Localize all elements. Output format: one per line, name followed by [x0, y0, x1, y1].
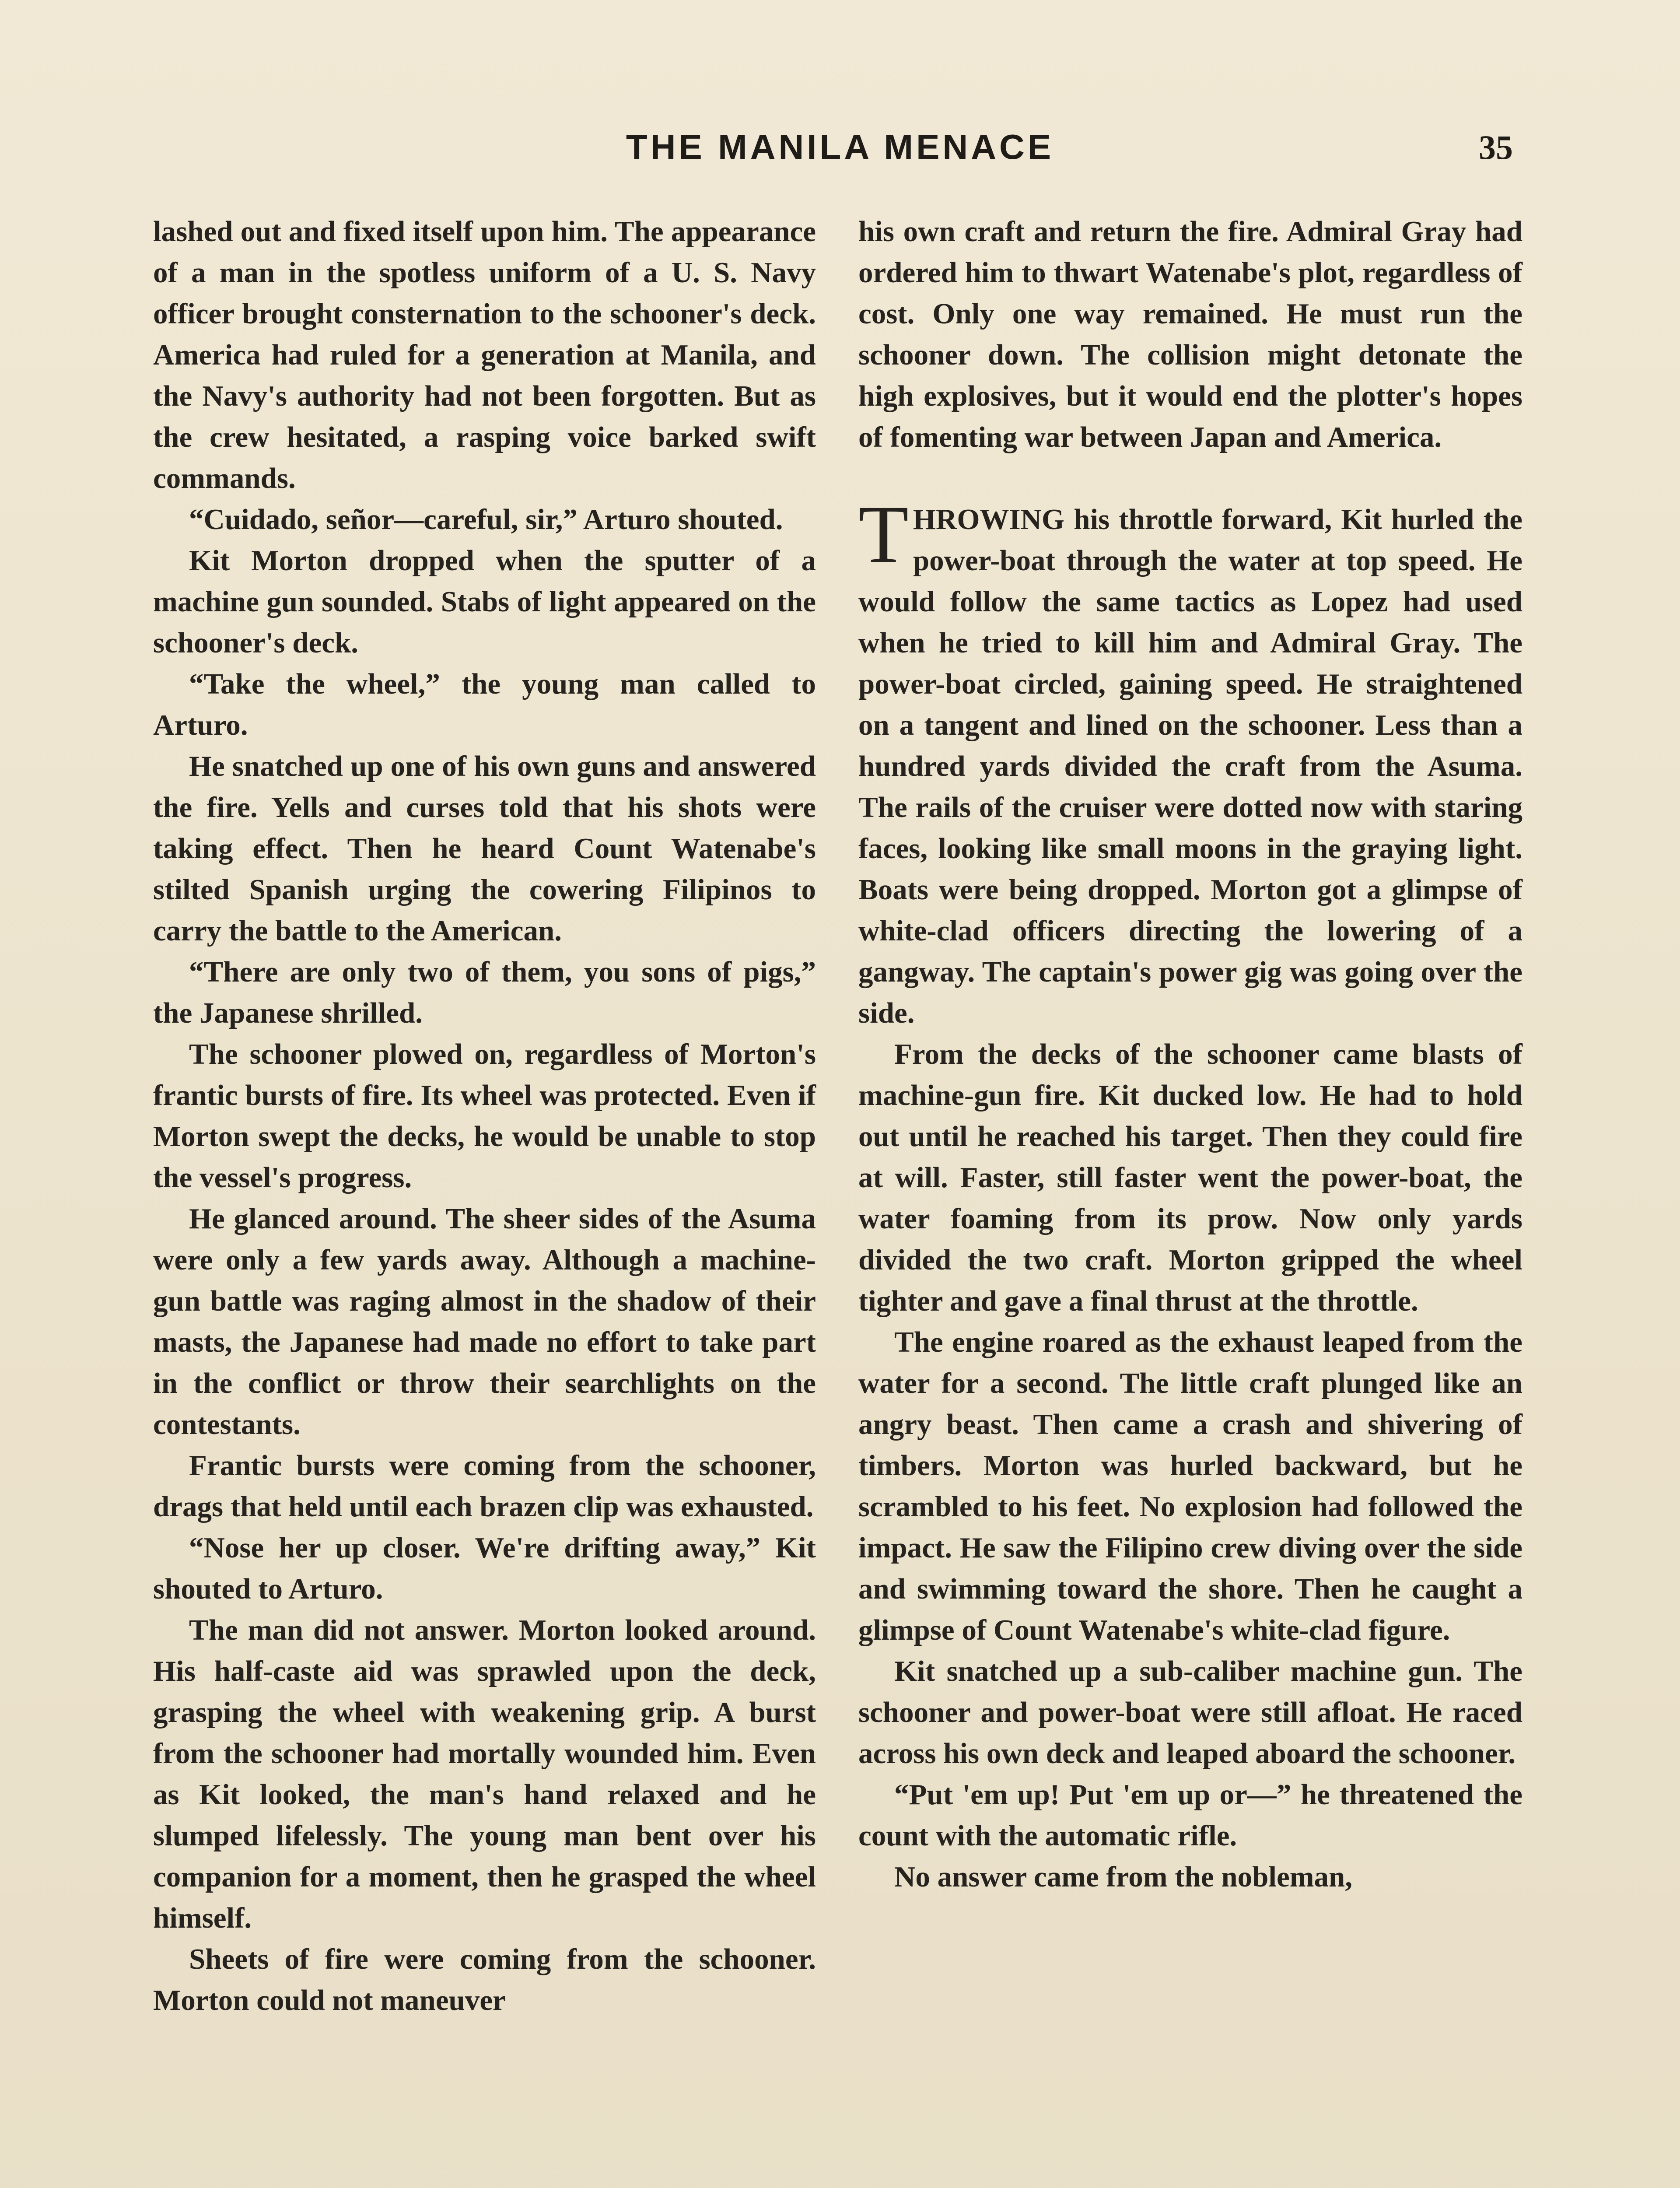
paragraph: Sheets of fire were coming from the schooner. Morton could not maneuver	[153, 1943, 816, 2016]
paragraph: “Take the wheel,” the young man called to Arturo.	[153, 668, 816, 741]
paragraph: The schooner plowed on, regardless of Morton's frantic bursts of fire. Its wheel was protected. Even if Morton swept the decks, he would be unable to stop the vessel's progress.	[153, 1038, 816, 1194]
paragraph: Kit Morton dropped when the sputter of a machine gun sounded. Stabs of light appeared on the schooner's deck.	[153, 544, 816, 659]
paragraph: his own craft and return the fire. Admiral Gray had ordered him to thwart Watenabe's plot, regardless of cost. Only one way remained. He must run the schooner down. The collision might detonate the high explosives, but it would end the plotter's hopes of fomenting war between Japan and America.	[858, 215, 1522, 453]
paragraph: Frantic bursts were coming from the schooner, drags that held until each brazen clip was exhausted.	[153, 1449, 816, 1523]
paragraph: No answer came from the nobleman,	[894, 1861, 1353, 1893]
paragraph: He glanced around. The sheer sides of the Asuma were only a few yards away. Although a machine-gun battle was raging almost in the shadow of their masts, the Japanese had made no effort to take part in the conflict or throw their searchlights on the contestants.	[153, 1203, 816, 1441]
page-title: THE MANILA MENACE	[626, 127, 1054, 166]
paragraph: The man did not answer. Morton looked around. His half-caste aid was sprawled upon the deck, grasping the wheel with weakening grip. A burst from the schooner had mortally wounded him. Even as Kit looked, the man's hand relaxed and he slumped lifelessly. The young man bent over his companion for a moment, then he grasped the wheel himself.	[153, 1614, 816, 1934]
paragraph: “There are only two of them, you sons of pigs,” the Japanese shrilled.	[153, 956, 816, 1029]
running-head	[0, 127, 1680, 179]
paragraph: The engine roared as the exhaust leaped from the water for a second. The little craft plunged like an angry beast. Then came a crash and shivering of timbers. Morton was hurled backward, but he scrambled to his feet. No explosion had followed the impact. He saw the Filipino crew diving over the side and swimming toward the shore. Then he caught a glimpse of Count Watenabe's white-clad figure.	[858, 1326, 1522, 1646]
drop-cap: T	[858, 488, 909, 580]
left-column	[153, 211, 816, 2021]
paragraph: “Nose her up closer. We're drifting away,” Kit shouted to Arturo.	[153, 1532, 816, 1605]
paragraph: “Put 'em up! Put 'em up or—” he threatened the count with the automatic rifle.	[858, 1778, 1522, 1852]
paragraph: Kit snatched up a sub-caliber machine gun. The schooner and power-boat were still afloat. He raced across his own deck and leaped aboard the schooner.	[858, 1655, 1522, 1770]
section-paragraph	[858, 488, 1522, 1034]
section-text: HROWING his throttle forward, Kit hurled the power-boat through the water at top speed. He would follow the same tactics as Lopez had used when he tried to kill him and Admiral Gray. The power-boat circled, gaining speed. He straightened on a tangent and lined on the schooner. Less than a hundred yards divided the craft from the Asuma. The rails of the cruiser were dotted now with staring faces, looking like small moons in the graying light. Boats were being dropped. Morton got a glimpse of white-clad officers directing the lowering of a gangway. The captain's power gig was going over the side.	[858, 503, 1522, 1029]
paragraph: He snatched up one of his own guns and answered the fire. Yells and curses told that his shots were taking effect. Then he heard Count Watenabe's stilted Spanish urging the cowering Filipinos to carry the battle to the American.	[153, 750, 816, 947]
paragraph: lashed out and fixed itself upon him. The appearance of a man in the spotless uniform of a U. S. Navy officer brought consternation to the schooner's deck. America had ruled for a generation at Manila, and the Navy's authority had not been forgotten. But as the crew hesitated, a rasping voice barked swift commands.	[153, 215, 816, 494]
paragraph: From the decks of the schooner came blasts of machine-gun fire. Kit ducked low. He had to hold out until he reached his target. Then they could fire at will. Faster, still faster went the power-boat, the water foaming from its prow. Now only yards divided the two craft. Morton gripped the wheel tighter and gave a final thrust at the throttle.	[858, 1038, 1522, 1317]
page-number: 35	[1479, 128, 1513, 166]
right-column	[858, 211, 1522, 1897]
paragraph: “Cuidado, señor—careful, sir,” Arturo shouted.	[189, 503, 783, 536]
